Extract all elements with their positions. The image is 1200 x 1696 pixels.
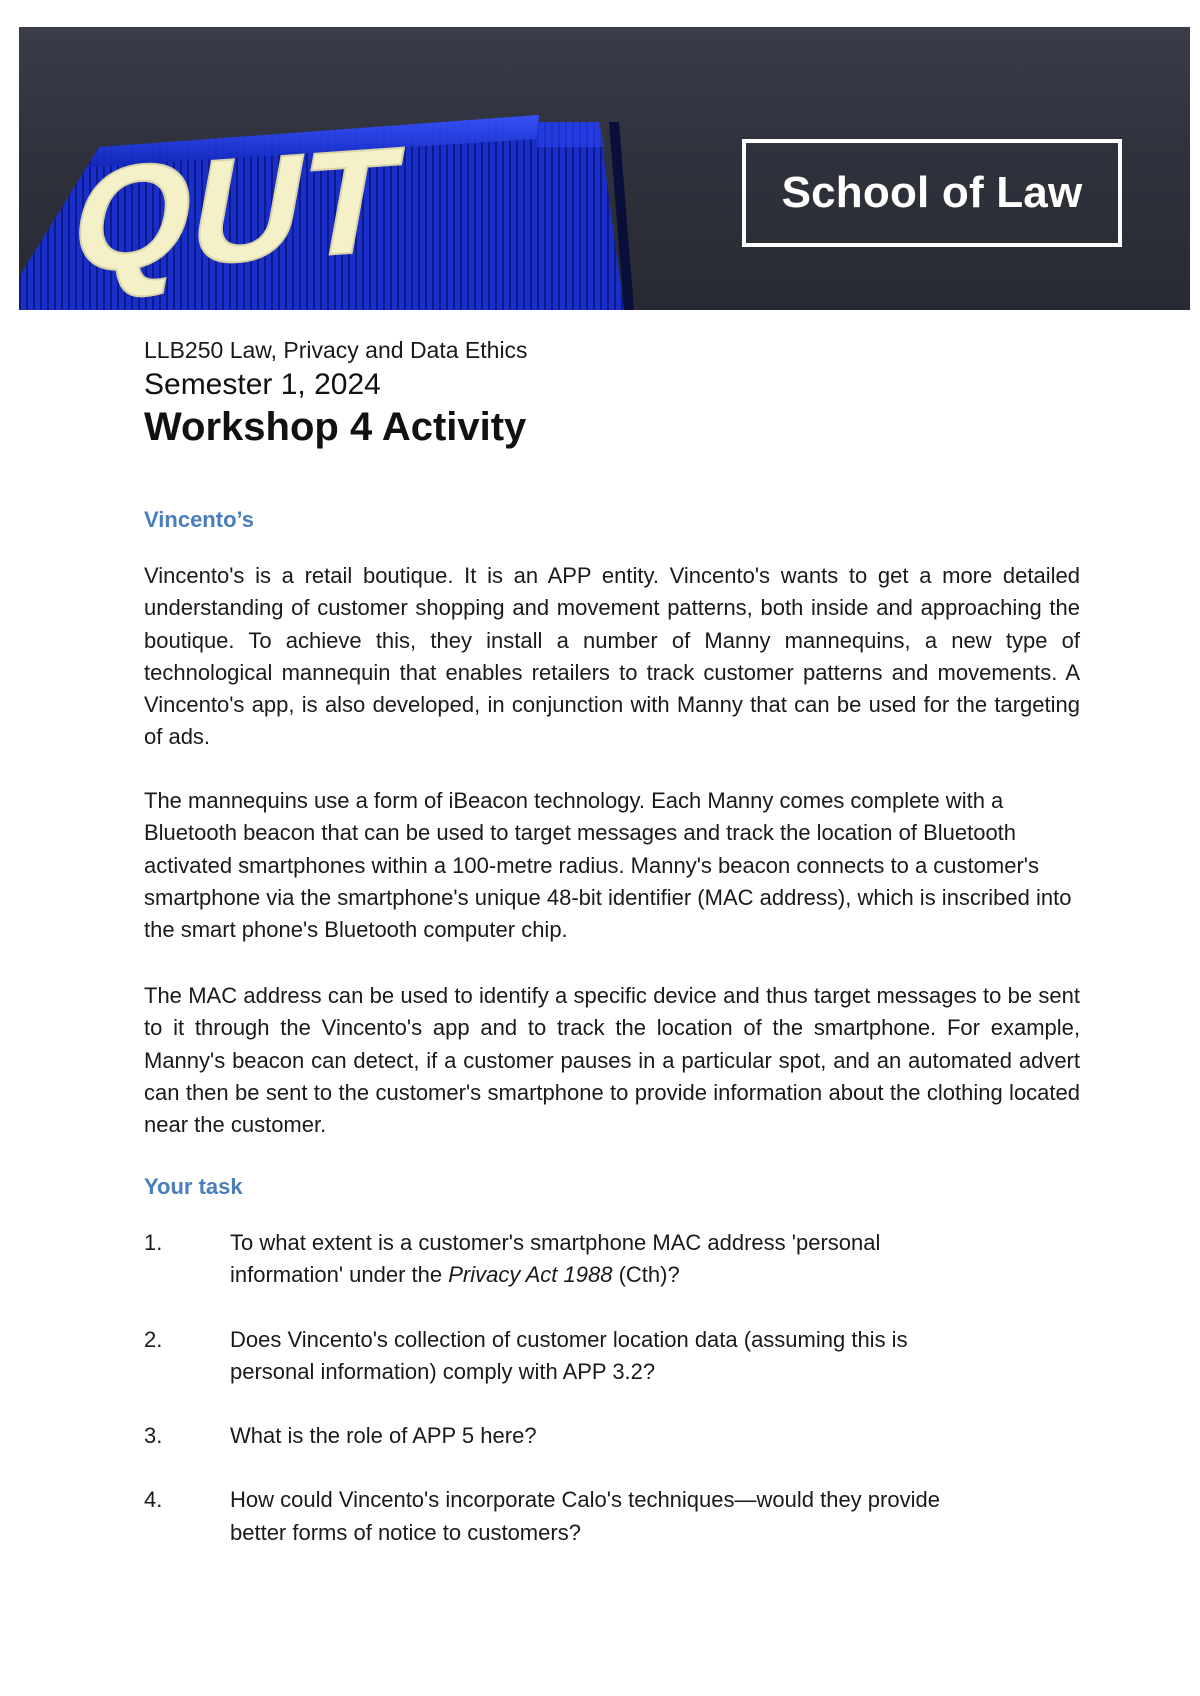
- question-number: 3.: [144, 1423, 163, 1449]
- case-paragraph-2: The mannequins use a form of iBeacon technology. Each Manny comes complete with a Bluetooth beacon that can be used to target messages and track the location of Bluetooth activated smartphones within a 100-metre radius. Manny's beacon connects to a customer's smartphone via the smartphone's unique 48-bit identifier (MAC address), which is inscribed into the smart phone's Bluetooth computer chip.: [144, 788, 1072, 943]
- page-title: Workshop 4 Activity: [144, 405, 527, 449]
- section-heading-vincentos: Vincento’s: [144, 507, 255, 532]
- header-banner: [19, 27, 1190, 310]
- question-item: [144, 1420, 1080, 1452]
- question-text: How could Vincento's incorporate Calo's techniques—would they provide better forms of notice to customers?: [230, 1487, 940, 1545]
- question-list: [144, 1227, 1080, 1549]
- act-name: Privacy Act 1988: [448, 1262, 613, 1288]
- course-name: LLB250 Law, Privacy and Data Ethics: [144, 337, 528, 363]
- question-number: 1.: [144, 1230, 163, 1255]
- case-paragraph-3: The MAC address can be used to identify a specific device and thus target messages to be sent to it through the Vincento's app and to track the location of the smartphone. For example, Manny's beacon can detect, if a customer pauses in a particular spot, and an automated advert can then be sent to the customer's smartphone to provide information about the clothing located near the customer.: [144, 983, 1080, 1138]
- question-text-part: (Cth)?: [612, 1262, 680, 1288]
- question-text: [230, 1227, 1080, 1292]
- question-item: [144, 1324, 1080, 1389]
- case-paragraph-1: Vincento's is a retail boutique. It is an APP entity. Vincento's wants to get a more detailed understanding of customer shopping and movement patterns, both inside and approaching the boutique. To achieve this, they install a number of Manny mannequins, a new type of technological mannequin that enables retailers to track customer patterns and movements. A Vincento's app, is also developed, in conjunction with Manny that can be used for the targeting of ads.: [144, 563, 1080, 750]
- document-header: [144, 335, 1080, 451]
- question-text: Does Vincento's collection of customer location data (assuming this is personal information) comply with APP 3.2?: [230, 1326, 908, 1384]
- qut-logo-letters: [60, 116, 411, 305]
- question-text-part: To what extent is a customer's smartphone MAC address 'personal information' under the: [230, 1230, 881, 1288]
- school-of-law-box: [742, 139, 1122, 247]
- question-item: [144, 1227, 1080, 1292]
- question-number: 2.: [144, 1326, 163, 1352]
- question-item: [144, 1484, 1080, 1549]
- qut-logo-text: QUT: [60, 115, 412, 305]
- question-number: 4.: [144, 1487, 163, 1513]
- school-label: School of Law: [781, 168, 1083, 217]
- semester-label: Semester 1, 2024: [144, 368, 381, 401]
- section-heading-task: Your task: [144, 1174, 243, 1199]
- question-text: What is the role of APP 5 here?: [230, 1423, 537, 1449]
